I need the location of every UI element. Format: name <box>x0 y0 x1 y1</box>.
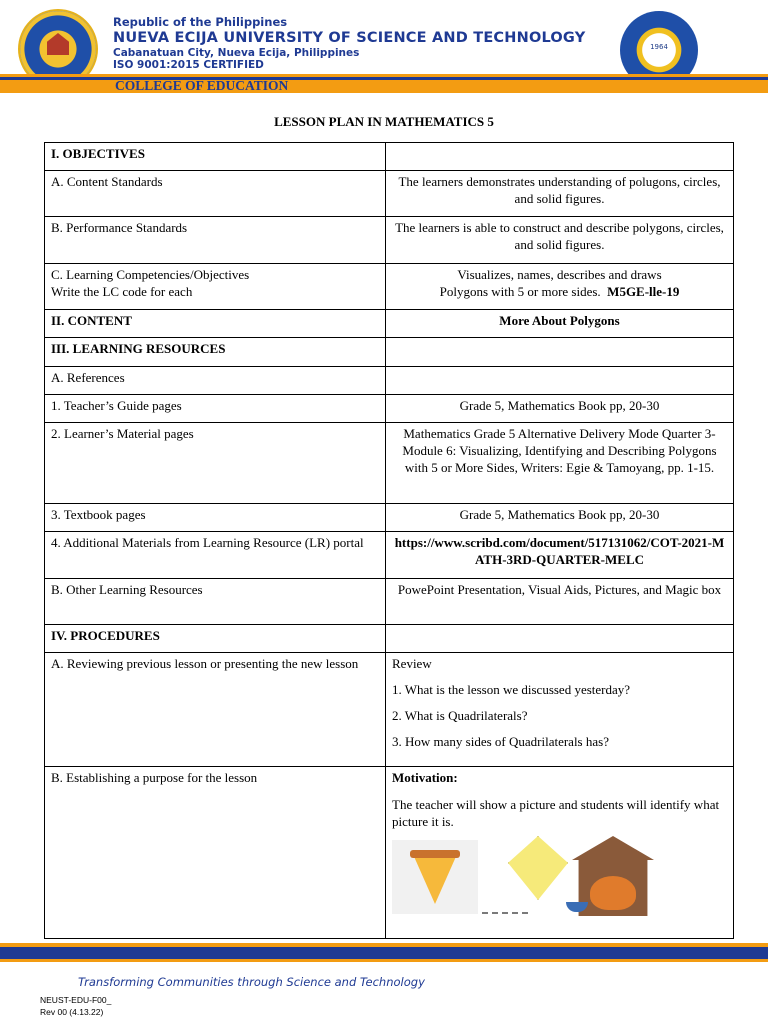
table-row <box>45 310 734 338</box>
table-row <box>45 423 734 504</box>
footer-divider-blue <box>0 947 768 959</box>
row-value: The learners demonstrates understanding of polugons, circles, and solid figures. <box>386 171 734 217</box>
letterhead <box>0 0 768 100</box>
dog-image <box>590 876 636 910</box>
pizza-slice-shape <box>412 852 458 904</box>
motivation-text: The teacher will show a picture and students will identify what picture it is. <box>392 797 720 829</box>
competencies-label: C. Learning Competencies/Objectives <box>51 267 250 282</box>
table-row <box>45 625 734 653</box>
table-row <box>45 579 734 625</box>
table-row <box>45 395 734 423</box>
row-value <box>386 264 734 310</box>
row-label: B. Other Learning Resources <box>45 579 386 625</box>
review-heading: Review <box>392 656 432 671</box>
iso-certification: ISO 9001:2015 CERTIFIED <box>113 59 264 71</box>
row-label: II. CONTENT <box>45 310 386 338</box>
footer-tagline: Transforming Communities through Science and Technology <box>78 975 425 989</box>
table-row <box>45 264 734 310</box>
row-label: IV. PROCEDURES <box>45 625 386 653</box>
row-label: III. LEARNING RESOURCES <box>45 338 386 367</box>
row-value <box>386 653 734 767</box>
pizza-crust-shape <box>410 850 460 858</box>
form-code: NEUST-EDU-F00_ <box>40 995 112 1005</box>
republic-text: Republic of the Philippines <box>113 15 288 29</box>
row-label: A. Content Standards <box>45 171 386 217</box>
row-value <box>386 338 734 367</box>
competencies-line2 <box>392 283 727 300</box>
row-value: Mathematics Grade 5 Alternative Delivery Mode Quarter 3-Module 6: Visualizing, Identifying and Describing Polygons with 5 or More Sides, Writers: Egie & Tamoyang, pp. 1-15. <box>386 423 734 504</box>
review-question: 2. What is Quadrilaterals? <box>392 708 528 723</box>
row-label: I. OBJECTIVES <box>45 143 386 171</box>
seal-year: 1964 <box>650 43 668 51</box>
row-value <box>386 767 734 939</box>
row-label: 3. Textbook pages <box>45 504 386 532</box>
table-row <box>45 504 734 532</box>
motivation-heading: Motivation: <box>392 770 458 785</box>
table-row <box>45 367 734 395</box>
table-row <box>45 171 734 217</box>
row-label: 2. Learner’s Material pages <box>45 423 386 504</box>
review-question: 3. How many sides of Quadrilaterals has? <box>392 734 609 749</box>
table-row <box>45 653 734 767</box>
competencies-text: Polygons with 5 or more sides. <box>439 284 601 299</box>
table-row <box>45 217 734 264</box>
lc-code: M5GE-lle-19 <box>607 284 680 299</box>
college-name: COLLEGE OF EDUCATION <box>115 78 289 93</box>
table-row <box>45 532 734 579</box>
kite-image <box>508 836 568 900</box>
row-value: The learners is able to construct and describe polygons, circles, and solid figures. <box>386 217 734 264</box>
pizza-image <box>392 840 478 914</box>
table-row <box>45 143 734 171</box>
row-value: More About Polygons <box>386 310 734 338</box>
document-title: LESSON PLAN IN MATHEMATICS 5 <box>274 114 494 129</box>
competencies-sublabel: Write the LC code for each <box>51 284 193 299</box>
row-value: Grade 5, Mathematics Book pp, 20-30 <box>386 504 734 532</box>
kite-tail <box>482 898 528 914</box>
row-value <box>386 625 734 653</box>
university-address: Cabanatuan City, Nueva Ecija, Philippines <box>113 47 360 59</box>
row-value <box>386 367 734 395</box>
row-label <box>45 264 386 310</box>
review-question: 1. What is the lesson we discussed yesterday? <box>392 682 631 697</box>
row-value <box>386 143 734 171</box>
lr-portal-link[interactable]: https://www.scribd.com/document/517131062/COT-2021-MATH-3RD-QUARTER-MELC <box>386 532 734 579</box>
row-label: 1. Teacher’s Guide pages <box>45 395 386 423</box>
row-value: PowePoint Presentation, Visual Aids, Pictures, and Magic box <box>386 579 734 625</box>
row-label: A. References <box>45 367 386 395</box>
motivation-pictures <box>392 836 727 920</box>
university-name: NUEVA ECIJA UNIVERSITY OF SCIENCE AND TECHNOLOGY <box>113 30 586 46</box>
row-label: B. Establishing a purpose for the lesson <box>45 767 386 939</box>
row-label: A. Reviewing previous lesson or presenting the new lesson <box>45 653 386 767</box>
footer-divider-orange-bottom <box>0 959 768 962</box>
row-value: Grade 5, Mathematics Book pp, 20-30 <box>386 395 734 423</box>
row-label: B. Performance Standards <box>45 217 386 264</box>
table-row <box>45 338 734 367</box>
revision-code: Rev 00 (4.13.22) <box>40 1007 104 1017</box>
competencies-line1: Visualizes, names, describes and draws <box>457 267 662 282</box>
row-label: 4. Additional Materials from Learning Resource (LR) portal <box>45 532 386 579</box>
table-row <box>45 767 734 939</box>
seal-house-emblem <box>47 33 69 55</box>
lesson-plan-table <box>44 142 734 939</box>
